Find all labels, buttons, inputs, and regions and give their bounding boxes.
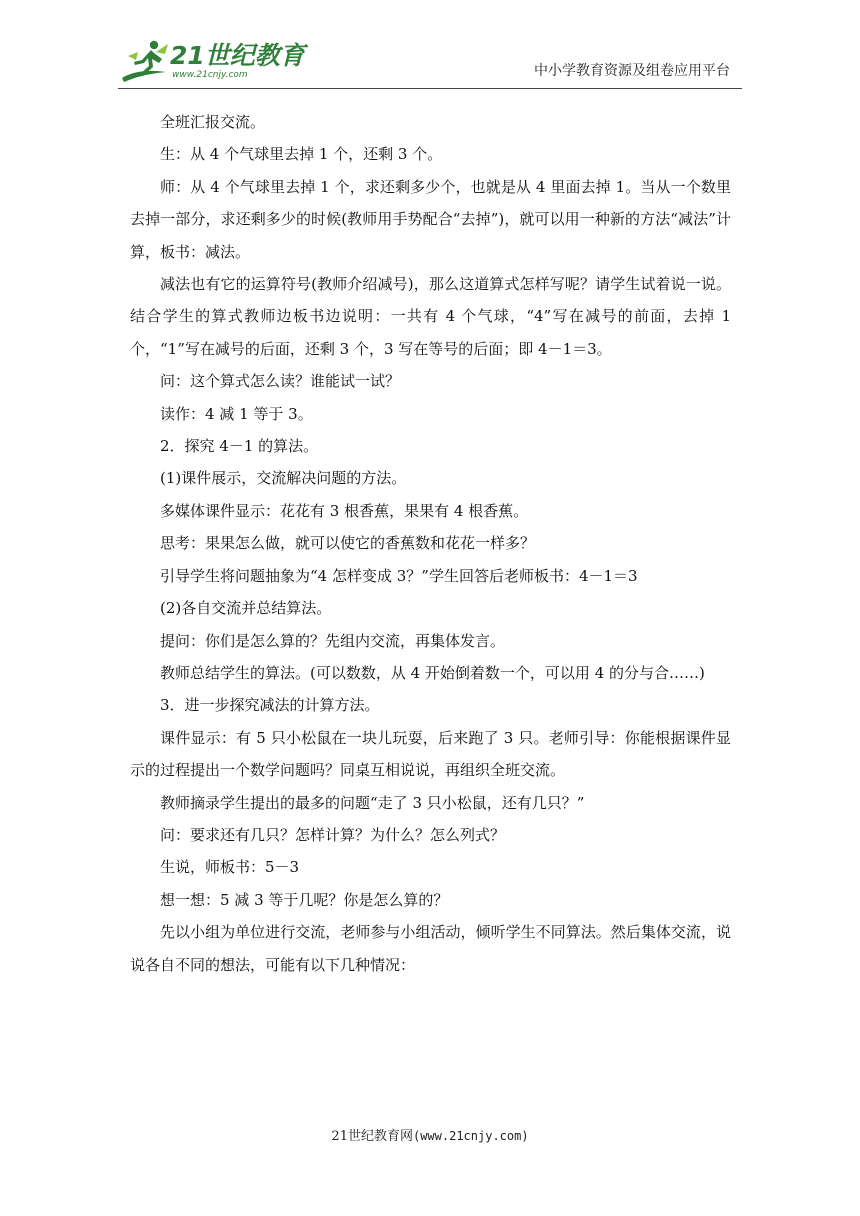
paragraph: 教师总结学生的算法。(可以数数，从 4 开始倒着数一个，可以用 4 的分与合……)	[160, 663, 705, 682]
paragraph: 问：这个算式怎么读？谁能试一试？	[160, 372, 401, 391]
paragraph: 引导学生将问题抽象为“4 怎样变成 3？”学生回答后老师板书：4－1＝3	[160, 566, 638, 585]
section-heading: 2．探究 4－1 的算法。	[160, 437, 319, 456]
footer-site-url[interactable]: (www.21cnjy.com)	[412, 1129, 529, 1143]
section-heading: 3．进一步探究减法的计算方法。	[160, 696, 380, 715]
paragraph: 减法也有它的运算符号(教师介绍减号)，那么这道算式怎样写呢？请学生试着说一说。结合学生的算式教师边板书边说明：一共有 4 个气球，“4”写在减号的前面，去掉 1 个，“1”写在减号的后面，还剩 3 个，3 写在等号的后面；即 4－1＝3。	[130, 275, 731, 358]
paragraph: 教师摘录学生提出的最多的问题“走了 3 只小松鼠，还有几只？”	[160, 793, 585, 812]
paragraph: (1)课件展示，交流解决问题的方法。	[160, 469, 407, 488]
paragraph: 全班汇报交流。	[160, 113, 266, 131]
footer-site-name: 21世纪教育网	[331, 1129, 413, 1144]
paragraph: 读作：4 减 1 等于 3。	[160, 404, 313, 423]
paragraph: 生：从 4 个气球里去掉 1 个，还剩 3 个。	[160, 145, 443, 164]
paragraph: 想一想：5 减 3 等于几呢？你是怎么算的？	[160, 890, 449, 909]
logo-url: www.21cnjy.com	[172, 70, 248, 80]
paragraph: 先以小组为单位进行交流，老师参与小组活动，倾听学生不同算法。然后集体交流，说说各自不同的想法，可能有以下几种情况：	[130, 923, 731, 974]
document-body	[130, 106, 731, 981]
paragraph: 提问：你们是怎么算的？先组内交流，再集体发言。	[160, 631, 506, 650]
site-logo[interactable]	[118, 38, 305, 84]
page-header	[0, 0, 860, 95]
header-divider	[118, 88, 742, 89]
paragraph: 多媒体课件显示：花花有 3 根香蕉，果果有 4 根香蕉。	[160, 501, 529, 520]
paragraph: (2)各自交流并总结算法。	[160, 599, 332, 618]
paragraph: 生说，师板书：5－3	[160, 858, 300, 877]
logo-title: 21世纪教育	[170, 41, 305, 70]
paragraph: 师：从 4 个气球里去掉 1 个，求还剩多少个，也就是从 4 里面去掉 1。当从一个数里去掉一部分，求还剩多少的时候(教师用手势配合“去掉”)，就可以用一种新的方法“减法”计算，板书：减法。	[130, 177, 731, 261]
paragraph: 课件显示：有 5 只小松鼠在一块儿玩耍，后来跑了 3 只。老师引导：你能根据课件显示的过程提出一个数学问题吗？同桌互相说说，再组织全班交流。	[130, 728, 731, 780]
paragraph: 思考：果果怎么做，就可以使它的香蕉数和花花一样多？	[160, 534, 536, 553]
platform-name: 中小学教育资源及组卷应用平台	[534, 63, 730, 79]
running-figure-logo-icon	[118, 38, 170, 84]
paragraph: 问：要求还有几只？怎样计算？为什么？怎么列式？	[160, 825, 506, 844]
page-footer	[0, 1125, 860, 1144]
